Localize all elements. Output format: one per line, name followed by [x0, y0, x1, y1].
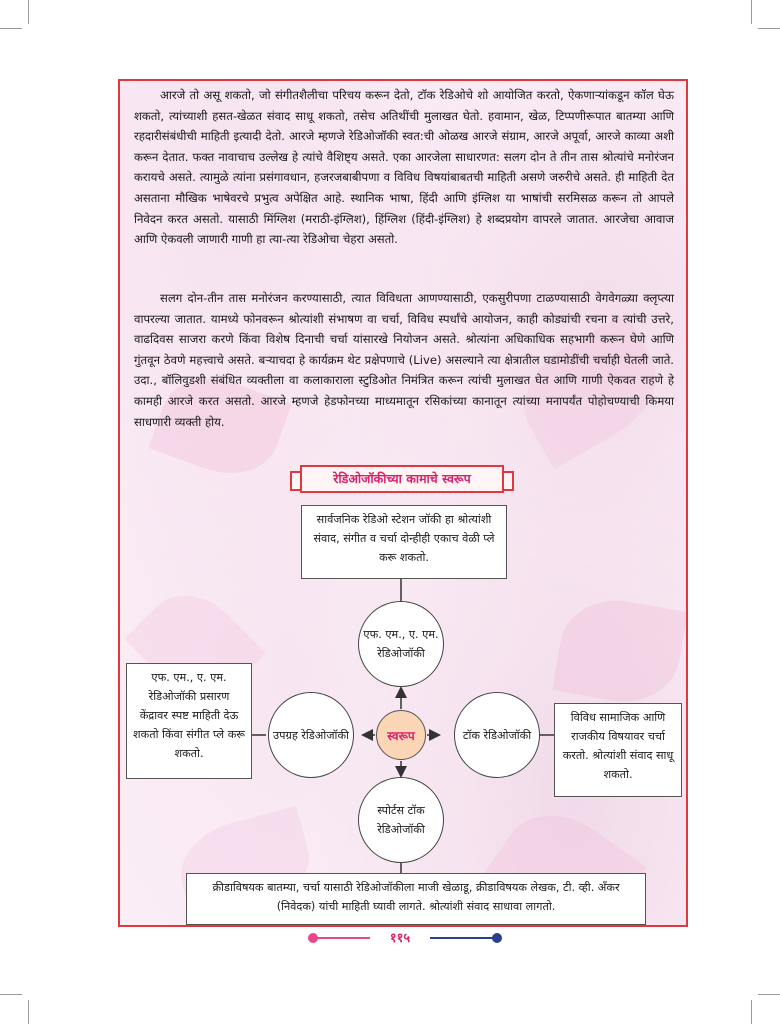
- crop-mark: [28, 1000, 29, 1024]
- crop-mark: [758, 994, 780, 995]
- paragraph-entertainment: सलग दोन-तीन तास मनोरंजन करण्यासाठी, त्यात विविधता आणण्यासाठी, एकसुरीपणा टाळण्यासाठी वेगवेगळ्या क्लृप्त्या वापरल्या जातात. यामध्ये फोनवरून श्रोत्यांशी संभाषण वा चर्चा, विविध स्पर्धांचे आयोजन, काही कोड्यांची रचना व त्यांची उत्तरे, वाढदिवस साजरा करणे किंवा विशेष दिनाची चर्चा यांसारखे नियोजन असते. श्रोत्यांना अधिकाधिक सहभागी करून घेणे आणि गुंतवून ठेवणे महत्त्वाचे असते. बऱ्याचदा हे कार्यक्रम थेट प्रक्षेपणाचे (Live) असल्याने त्या क्षेत्रातील घडामोडींची चर्चाही घेतली जाते. उदा., बॉलिवुडशी संबंधित व्यक्तीला वा कलाकाराला स्टुडिओत निमंत्रित करून त्यांची मुलाखत घेत आणि गाणी ऐकवत राहणे हे कामही आरजे करत असतो. आरजे म्हणजे हेडफोनच्या माध्यमातून रसिकांच्या कानातून त्यांच्या मनापर्यंत पोहोचण्याची किमया साधणारी व्यक्ती होय.: [134, 291, 674, 429]
- diagram-title: रेडिओजॉकीच्या कामाचे स्वरूप: [300, 465, 504, 493]
- fm-am-rj-label: एफ. एम., ए. एम. रेडिओजॉकी: [363, 628, 439, 660]
- crop-mark: [758, 28, 780, 29]
- crop-mark: [28, 0, 29, 24]
- fm-am-rj-circle: [358, 601, 444, 687]
- center-node: स्वरूप: [376, 710, 426, 760]
- satellite-rj-label: उपग्रह रेडिओजॉकी: [273, 728, 349, 742]
- content-frame: [118, 79, 688, 927]
- sports-rj-circle: [358, 777, 444, 863]
- paragraph-intro: आरजे तो असू शकतो, जो संगीतशैलीचा परिचय करून देतो, टॉक रेडिओचे शो आयोजित करतो, ऐकणाऱ्यांकडून कॉल घेऊ शकतो, त्यांच्याशी हसत-खेळत संवाद साधू शकतो, तसेच अतिथींची मुलाखत घेतो. हवामान, खेळ, टिप्पणीरूपात बातम्या आणि रहदारीसंबंधीची माहिती इत्यादी देतो. आरजे म्हणजे रेडिओजॉकी स्वत:ची ओळख आरजे संग्राम, आरजे अपूर्वा, आरजे काव्या अशी करून देतात. फक्त नावाचाच उल्लेख हे त्यांचे वैशिष्ट्य असते. एका आरजेला साधारणत: सलग दोन ते तीन तास श्रोत्यांचे मनोरंजन करायचे असते. त्यामुळे त्यांना प्रसंगावधान, हजरजबाबीपणा व विविध विषयांबाबतची माहिती असणे जरुरीचे असते. ही माहिती देत असताना मौखिक भाषेवरचे प्रभुत्व अपेक्षित आहे. स्थानिक भाषा, हिंदी आणि इंग्लिश या भाषांची सरमिसळ करून तो आपले निवेदन करत असतो. यासाठी मिंग्लिश (मराठी-इंग्लिश), हिंग्लिश (हिंदी-इंग्लिश) हे शब्दप्रयोग वापरले जातात. आरजेचा आवाज आणि ऐकवली जाणारी गाणी हा त्या-त्या रेडिओचा चेहरा असतो.: [134, 88, 674, 247]
- talk-rj-circle: [454, 692, 540, 778]
- satellite-rj-circle: [268, 692, 354, 778]
- public-radio-box: सार्वजनिक रेडिओ स्टेशन जॉकी हा श्रोत्यांशी संवाद, संगीत व चर्चा दोन्हीही एकाच वेळी प्ले करू शकतो.: [301, 505, 507, 579]
- crop-mark: [751, 0, 752, 24]
- sports-rj-box: क्रीडाविषयक बातम्या, चर्चा यासाठी रेडिओजॉकीला माजी खेळाडू, क्रीडाविषयक लेखक, टी. व्ही. अँकर (निवेदक) यांची माहिती घ्यावी लागते. श्रोत्यांशी संवाद साधावा लागतो.: [186, 873, 646, 925]
- fm-am-rj-box: एफ. एम., ए. एम. रेडिओजॉकी प्रसारण केंद्रावर स्पष्ट माहिती देऊ शकतो किंवा संगीत प्ले करू शकतो.: [126, 663, 252, 779]
- crop-mark: [0, 994, 22, 995]
- talk-rj-box: विविध सामाजिक आणि राजकीय विषयावर चर्चा करतो. श्रोत्यांशी संवाद साधू शकतो.: [554, 703, 682, 797]
- crop-mark: [0, 28, 22, 29]
- crop-mark: [751, 1000, 752, 1024]
- sports-rj-label: स्पोर्टस टॉक रेडिओजॉकी: [377, 804, 425, 836]
- page-number: ११५: [370, 928, 430, 946]
- talk-rj-label: टॉक रेडिओजॉकी: [462, 728, 532, 742]
